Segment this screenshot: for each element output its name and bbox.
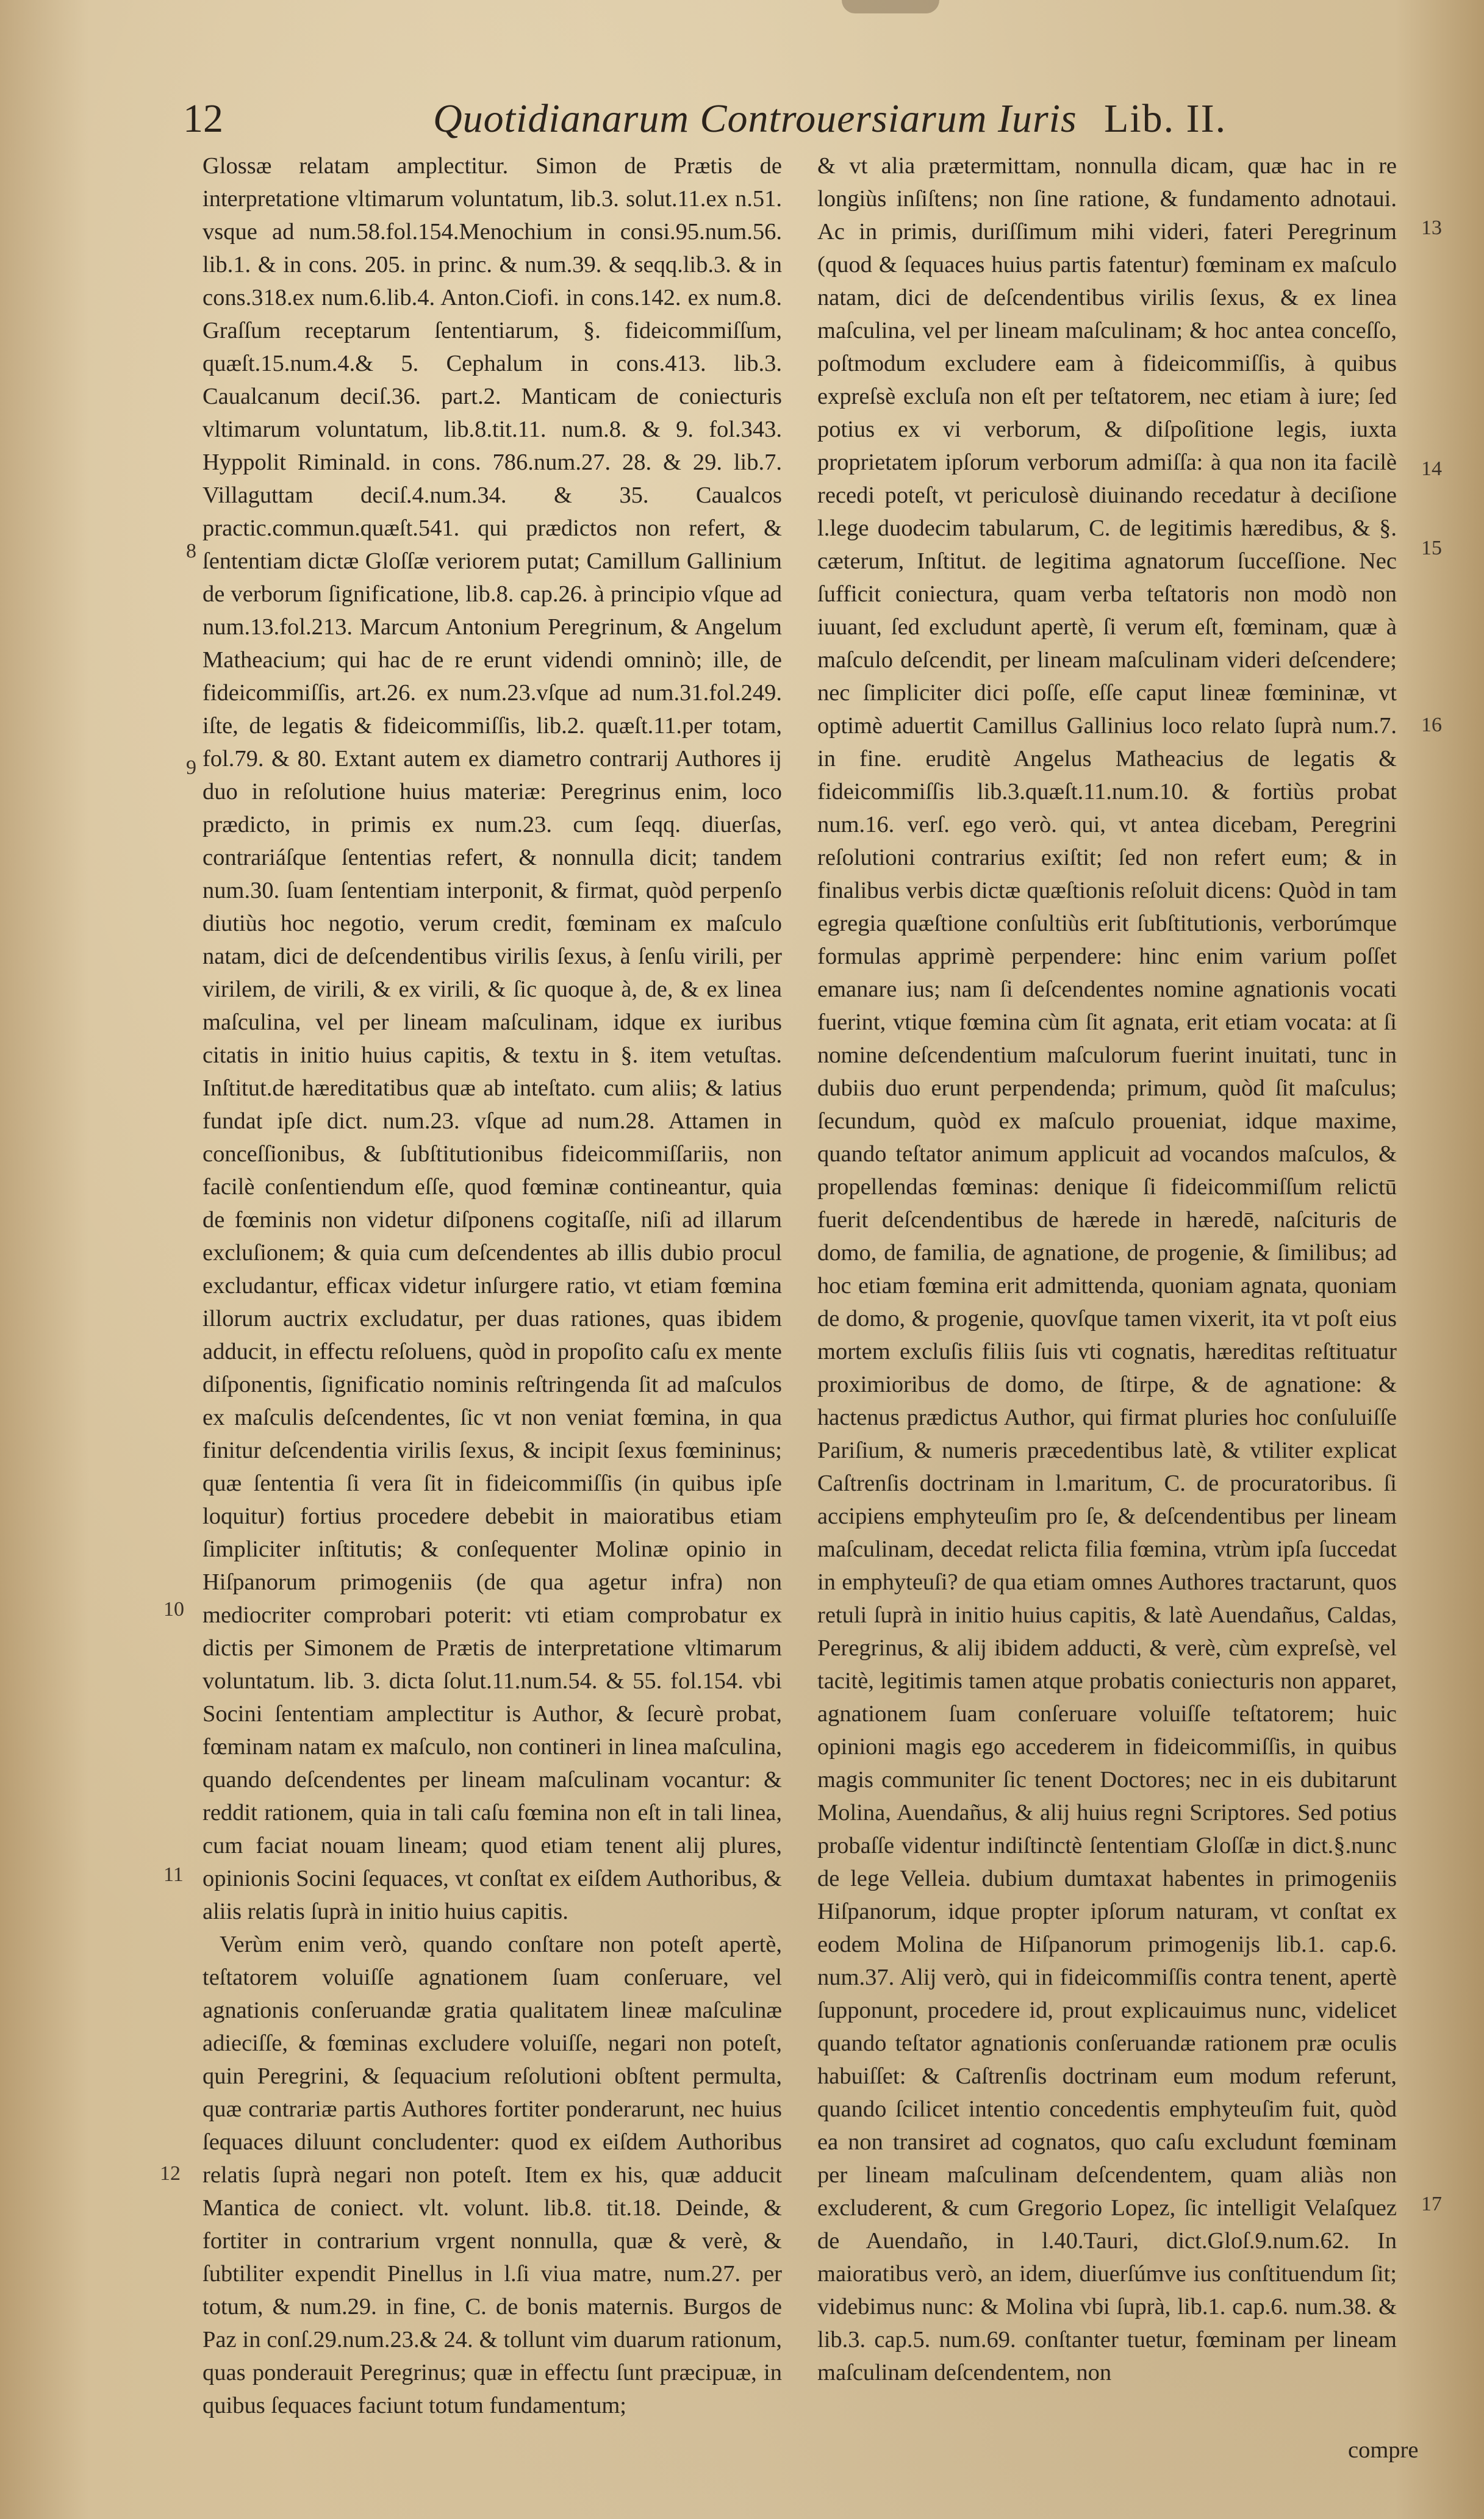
margin-number: 15 bbox=[1421, 537, 1442, 559]
margin-number: 14 bbox=[1421, 457, 1442, 480]
margin-number: 10 bbox=[163, 1598, 184, 1621]
margin-number: 11 bbox=[163, 1863, 184, 1886]
book-label: Lib. II. bbox=[1104, 96, 1227, 141]
margin-number: 12 bbox=[160, 2162, 181, 2185]
left-column bbox=[203, 149, 782, 2422]
margin-number: 8 bbox=[186, 540, 196, 562]
margin-number: 9 bbox=[186, 756, 196, 779]
right-paragraph-1: & vt alia prætermittam, nonnulla dicam, quæ hac in re longiùs inſiſtens; non ſine ratione, & fundamento adnotaui. Ac in primis, duriſſimum mihi videri, fateri Peregrinum (quod & ſequaces huius partis fatentur) fœminam ex maſculo natam, dici de deſcendentibus virilis ſexus, & ex linea maſculina, vel per lineam maſculinam; & hoc antea conceſſo, poſtmodum excludere eam à fideicommiſſis, à quibus expreſsè excluſa non eſt per teſtatorem, nec etiam à iure; ſed potius ex vi verborum, & diſpoſitione legis, iuxta proprietatem ipſorum verborum admiſſa: à qua non ita facilè recedi poteſt, vt periculosè diuinando recedatur à deciſione l.lege duodecim tabularum, C. de legitimis hæredibus, & §. cæterum, Inſtitut. de legitima agnatorum ſucceſſione. Nec ſufficit coniectura, quam verba teſtatoris non modò non iuuant, ſed excludunt apertè, ſi verum eſt, fœminam, quæ à maſculo deſcendit, per lineam maſculinam videri deſcendere; nec ſimpliciter dici poſſe, eſſe caput lineæ fœmininæ, vt optimè aduertit Camillus Gallinius loco relato ſuprà num.7. in fine. eruditè Angelus Matheacius de legatis & fideicommiſſis lib.3.quæſt.11.num.10. & fortiùs probat num.16. verſ. ego verò. qui, vt antea dicebam, Peregrini reſolutioni contrarius exiſtit; ſed non refert eum; & in finalibus verbis dictæ quæſtionis reſoluit dicens: Quòd in tam egregia quæſtione conſultiùs erit ſubſtitutionis, verborúmque formulas apprimè perpendere: hinc enim varium poſſet emanare ius; nam ſi deſcendentes nomine agnationis vocati fuerint, vtique fœmina cùm ſit agnata, erit etiam vocata: at ſi nomine deſcendentium maſculorum fuerint inuitati, tunc in dubiis duo erunt perpendenda; primum, quòd ſit maſculus; ſecundum, quòd ex maſculo proueniat, idque maxime, quando teſtator animum applicuit ad vocandos maſculos, & propellendas fœminas: denique ſi fideicommiſſum relictū fuerit deſcendentibus de hærede in hæredē, naſcituris de domo, de familia, de agnatione, de progenie, & ſimilibus; ad hoc etiam fœmina erit admittenda, quoniam agnata, quoniam de domo, & progenie, quovſque tamen vixerit, ita vt poſt eius mortem excluſis filiis ſuis vti cognatis, hæreditas reſtituatur proximioribus de domo, de ſtirpe, & de agnatione: & hactenus prædictus Author, qui firmat pluries hoc conſuluiſſe Pariſium, & numeris præcedentibus latè, & vtiliter explicat Caſtrenſis doctrinam in l.maritum, C. de procuratoribus. ſi accipiens emphyteuſim pro ſe, & deſcendentibus per lineam maſculinam, decedat relicta filia fœmina, vtrùm ipſa ſuccedat in emphyteuſi? de qua etiam omnes Authores tractarunt, quos retuli ſuprà in initio huius capitis, & latè Auendañus, Caldas, Peregrinus, & alij ibidem adducti, & verè, cùm expreſsè, vel tacitè, legitimis tamen atque probatis coniecturis non apparet, agnationem ſuam conſeruare voluiſſe teſtatorem; huic opinioni magis ego accederem in fideicommiſſis, in quibus magis communiter ſic tenent Doctores; nec in eis dubitarunt Molina, Auendañus, & alij huius regni Scriptores. Sed potius probaſſe videntur indiſtinctè ſententiam Gloſſæ in dict.§.nunc de lege Velleia. dubium dumtaxat habentes in primogeniis Hiſpanorum, idque propter ipſorum naturam, vt conſtat ex eodem Molina de Hiſpanorum primogenijs lib.1. cap.6. num.37. Alij verò, qui in fideicommiſſis contra tenent, apertè ſupponunt, procedere id, prout explicauimus nunc, videlicet quando teſtator agnationis conſeruandæ rationem præ oculis habuiſſet: & Caſtrenſis doctrinam eum modum referunt, quando ſcilicet intentio concedentis emphyteuſim fuit, quòd ea non transiret ad cognatos, quo caſu excludunt fœminam per lineam maſculinam deſcendentem, quam aliàs non excluderent, & cum Gregorio Lopez, ſic intelligit Velaſquez de Auendaño, in l.40.Tauri, dict.Gloſ.9.num.62. In maioratibus verò, an idem, diuerſúmve ius conſtituendum ſit; videbimus nunc: & Molina vbi ſuprà, lib.1. cap.6. num.38. & lib.3. cap.5. num.69. conſtanter tuetur, fœminam per lineam maſculinam deſcendentem, non bbox=[817, 153, 1397, 2385]
running-title: Quotidianarum Controuersiarum Iuris bbox=[433, 96, 1077, 141]
margin-number: 16 bbox=[1421, 714, 1442, 736]
left-paragraph-1: Glossæ relatam amplectitur. Simon de Prætis de interpretatione vltimarum voluntatum, lib.3. solut.11.ex n.51. vsque ad num.58.fol.154.Menochium in consi.95.num.56. lib.1. & in cons. 205. in princ. & num.39. & seqq.lib.3. & in cons.318.ex num.6.lib.4. Anton.Ciofi. in cons.142. ex num.8. Graſſum receptarum ſententiarum, §. fideicommiſſum, quæſt.15.num.4.& 5. Cephalum in cons.413. lib.3. Caualcanum deciſ.36. part.2. Manticam de coniecturis vltimarum voluntatum, lib.8.tit.11. num.8. & 9. fol.343. Hyppolit Riminald. in cons. 786.num.27. 28. & 29. lib.7. Villaguttam deciſ.4.num.34. & 35. Caualcos practic.commun.quæſt.541. qui prædictos non refert, & ſententiam dictæ Gloſſæ veriorem putat; Camillum Gallinium de verborum ſignificatione, lib.8. cap.26. à principio vſque ad num.13.fol.213. Marcum Antonium Peregrinum, & Angelum Matheacium; qui hac de re erunt videndi omninò; ille, de fideicommiſſis, art.26. ex num.23.vſque ad num.31.fol.249. iſte, de legatis & fideicommiſſis, lib.2. quæſt.11.per totam, fol.79. & 80. Extant autem ex diametro contrarij Authores ij duo in reſolutione huius materiæ: Peregrinus enim, loco prædicto, in primis ex num.23. cum ſeqq. diuerſas, contrariáſque ſententias refert, & nonnulla dicit; tandem num.30. ſuam ſententiam interponit, & firmat, quòd perpenſo diutiùs hoc negotio, verum credit, fœminam ex maſculo natam, dici de deſcendentibus virilis ſexus, à ſenſu virili, per virilem, de virili, & ex virili, & ſic quoque à, de, & ex linea maſculina, vel per lineam maſculinam, idque ex iuribus citatis in initio huius capitis, & textu in §. item vetuſtas. Inſtitut.de hæreditatibus quæ ab inteſtato. cum aliis; & latius fundat ipſe dict. num.23. vſque ad num.28. Attamen in conceſſionibus, & ſubſtitutionibus fideicommiſſariis, non facilè conſentiendum eſſe, quod fœminæ contineantur, quia de fœminis non videtur diſponens cogitaſſe, niſi ad illarum excluſionem; & quia cum deſcendentes ab illis dubio procul excludantur, efficax videtur inſurgere ratio, vt etiam fœmina illorum auctrix excludatur, per duas rationes, quas ibidem adducit, in effectu reſoluens, quòd in propoſito caſu ex mente diſponentis, ſignificatio nominis reſtringenda ſit ad maſculos ex maſculis deſcendentes, ſic vt non veniat fœmina, in qua finitur deſcendentia virilis ſexus, & incipit ſexus fœmininus; quæ ſententia ſi vera ſit in fideicommiſſis (in quibus ipſe loquitur) fortius procedere debebit in maioratibus etiam ſimpliciter inſtitutis; & conſequenter Molinæ opinio in Hiſpanorum primogeniis (de qua agetur infra) non mediocriter comprobari poterit: vti etiam comprobatur ex dictis per Simonem de Prætis de interpretatione vltimarum voluntatum. lib. 3. dicta ſolut.11.num.54. & 55. fol.154. vbi Socini ſententiam amplectitur is Author, & ſecurè probat, fœminam natam ex maſculo, non contineri in linea maſculina, quando deſcendentes per lineam maſculinam vocantur: & reddit rationem, quia in tali caſu fœmina non eſt in tali linea, cum faciat nouam lineam; quod etiam tenent alij plures, opinionis Socini ſequaces, vt conſtat ex eiſdem Authoribus, & aliis relatis ſuprà in initio huius capitis. bbox=[203, 153, 782, 1924]
paper-stain bbox=[842, 0, 939, 13]
catchword: compre bbox=[1348, 2437, 1419, 2463]
left-paragraph-2: Verùm enim verò, quando conſtare non poteſt apertè, teſtatorem voluiſſe agnationem ſuam conſeruare, vel agnationis conſeruandæ gratia qualitatem lineæ maſculinæ adieciſſe, & fœminas excludere voluiſſe, negari non poteſt, quin Peregrini, & ſequacium reſolutioni obſtent permulta, quæ contrariæ partis Authores fortiter ponderarunt, nec huius ſequaces diluunt concludenter: quod ex eiſdem Authoribus relatis ſuprà negari non poteſt. Item ex his, quæ adducit Mantica de coniect. vlt. volunt. lib.8. tit.18. Deinde, & fortiter in contrarium vrgent nonnulla, quæ & verè, & ſubtiliter expendit Pinellus in l.ſi viua matre, num.27. per totum, & num.29. in fine, C. de bonis maternis. Burgos de Paz in conſ.29.num.23.& 24. & tollunt vim duarum rationum, quas ponderauit Peregrinus; quæ in effectu ſunt præcipuæ, in quibus ſequaces faciunt totum fundamentum; bbox=[203, 1932, 782, 2418]
margin-number: 13 bbox=[1421, 217, 1442, 239]
page-header bbox=[183, 91, 1281, 146]
right-column bbox=[817, 149, 1397, 2389]
page-number: 12 bbox=[183, 96, 223, 141]
margin-number: 17 bbox=[1421, 2193, 1442, 2215]
